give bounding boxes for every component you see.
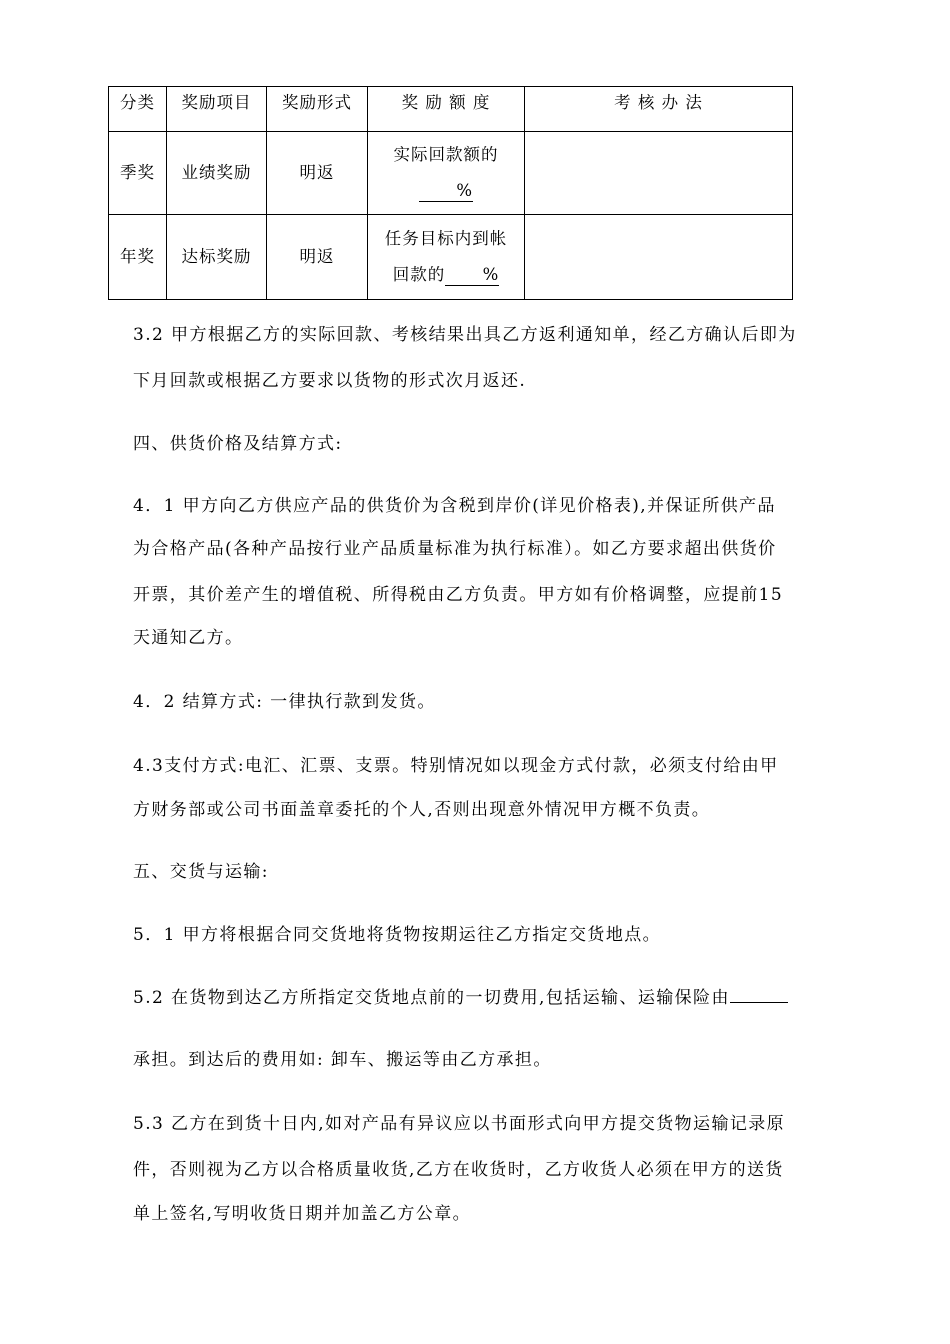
cell-category: 年奖 (109, 215, 167, 300)
clause-3-2-line2: 下月回款或根据乙方要求以货物的形式次月返还. (133, 371, 527, 391)
clause-4-1-line1: 4．1 甲方向乙方供应产品的供货价为含税到岸价(详见价格表),并保证所供产品 (133, 496, 776, 516)
header-amount: 奖 励 额 度 (368, 87, 525, 132)
reward-table (108, 86, 793, 300)
table-header-row (109, 87, 793, 132)
cell-method (525, 132, 793, 215)
header-form: 奖励形式 (267, 87, 368, 132)
cell-method (525, 215, 793, 300)
amount-blank: % (419, 181, 473, 202)
clause-4-2: 4．2 结算方式: 一律执行款到发货。 (133, 692, 436, 712)
clause-4-1-line3: 开票，其价差产生的增值税、所得税由乙方负责。甲方如有价格调整，应提前15 (133, 585, 784, 605)
header-category: 分类 (109, 87, 167, 132)
cell-amount (368, 215, 525, 300)
clause-4-3-line1: 4.3支付方式:电汇、汇票、支票。特别情况如以现金方式付款，必须支付给由甲 (133, 756, 779, 776)
cell-category: 季奖 (109, 132, 167, 215)
amount-prefix: 回款的 (392, 265, 446, 284)
clause-5-3-line1: 5.3 乙方在到货十日内,如对产品有异议应以书面形式向甲方提交货物运输记录原 (133, 1114, 786, 1134)
clause-5-2-text: 5.2 在货物到达乙方所指定交货地点前的一切费用,包括运输、运输保险由 (133, 988, 730, 1008)
clause-3-2-line1: 3.2 甲方根据乙方的实际回款、考核结果出具乙方返利通知单，经乙方确认后即为 (133, 325, 797, 345)
clause-5-1: 5．1 甲方将根据合同交货地将货物按期运往乙方指定交货地点。 (133, 925, 662, 945)
cell-form: 明返 (267, 132, 368, 215)
cell-amount (368, 132, 525, 215)
header-item: 奖励项目 (167, 87, 267, 132)
clause-4-1-line2: 为合格产品(各种产品按行业产品质量标准为执行标准）。如乙方要求超出供货价 (133, 539, 777, 559)
clause-4-3-line2: 方财务部或公司书面盖章委托的个人,否则出现意外情况甲方概不负责。 (133, 800, 711, 820)
amount-text: 实际回款额的 (393, 145, 499, 164)
cell-item: 达标奖励 (167, 215, 267, 300)
clause-5-3-line2: 件，否则视为乙方以合格质量收货,乙方在收货时，乙方收货人必须在甲方的送货 (133, 1160, 784, 1180)
table-row (109, 132, 793, 215)
table-row (109, 215, 793, 300)
cell-form: 明返 (267, 215, 368, 300)
amount-blank: % (445, 265, 499, 286)
fill-blank (730, 984, 788, 1003)
clause-5-3-line3: 单上签名,写明收货日期并加盖乙方公章。 (133, 1204, 472, 1224)
clause-5-2-line1 (133, 983, 823, 1013)
clause-4-1-line4: 天通知乙方。 (133, 628, 244, 648)
section-4-heading: 四、供货价格及结算方式: (133, 434, 343, 454)
amount-text: 任务目标内到帐 (384, 229, 508, 248)
cell-item: 业绩奖励 (167, 132, 267, 215)
header-method: 考 核 办 法 (525, 87, 793, 132)
section-5-heading: 五、交货与运输: (133, 862, 269, 882)
clause-5-2-line2: 承担。到达后的费用如: 卸车、搬运等由乙方承担。 (133, 1050, 552, 1070)
